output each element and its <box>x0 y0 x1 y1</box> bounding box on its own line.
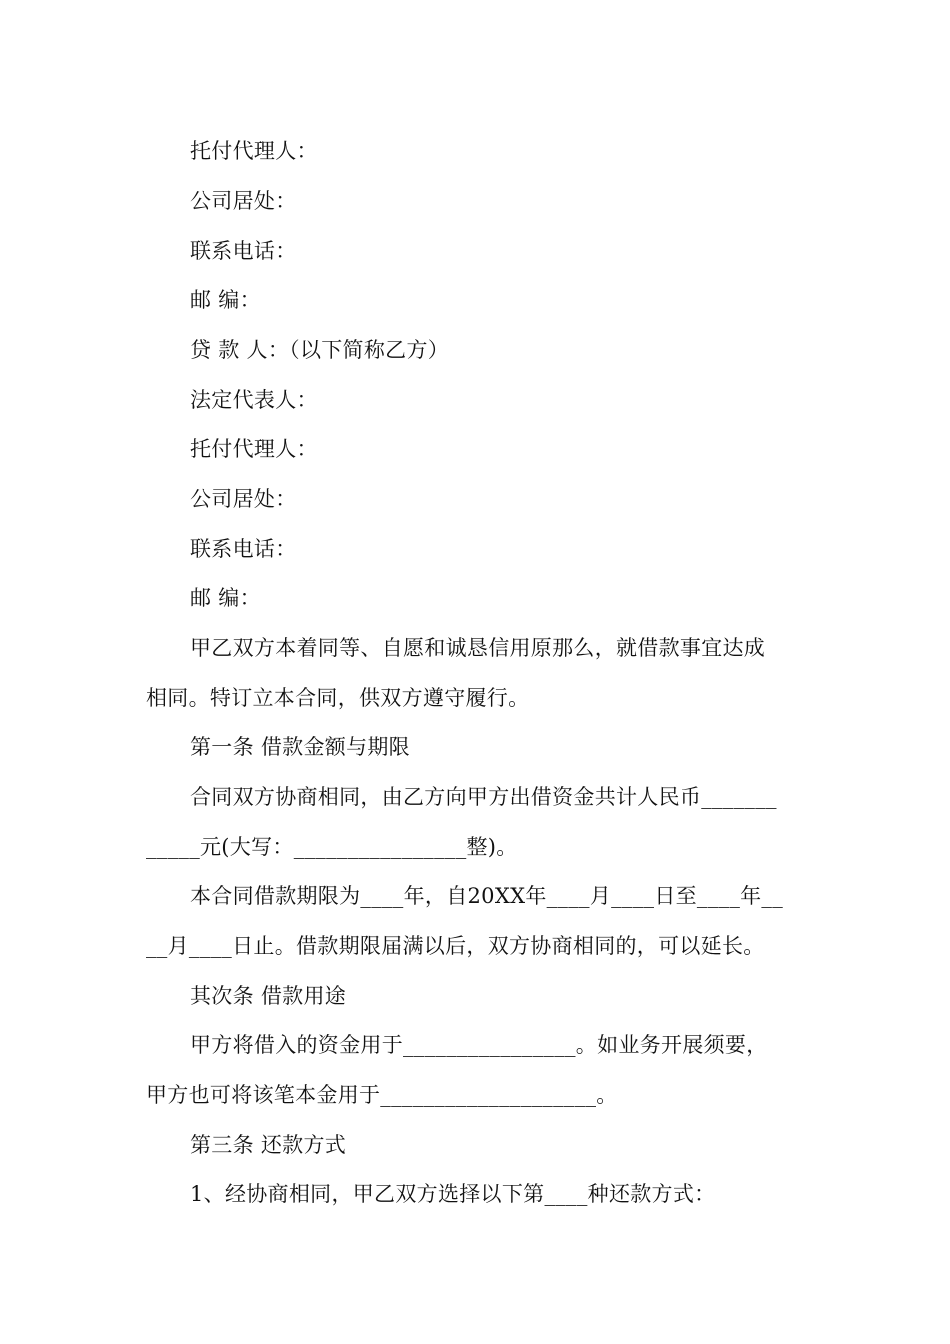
article-1-amount-line-2: _____元(大写：________________整)。 <box>146 835 518 859</box>
field-agent-b: 托付代理人： <box>190 437 318 461</box>
article-3-item-1: 1、经协商相同，甲乙双方选择以下第____种还款方式： <box>190 1182 716 1206</box>
field-address-b: 公司居处： <box>190 487 297 511</box>
field-address-a: 公司居处： <box>190 189 297 213</box>
article-1-heading: 第一条 借款金额与期限 <box>190 735 410 759</box>
field-postcode-b: 邮 编： <box>190 586 261 610</box>
article-2-purpose-line-2: 甲方也可将该笔本金用于____________________。 <box>146 1083 618 1107</box>
field-lender: 贷 款 人：（以下简称乙方） <box>190 338 450 362</box>
field-legal-rep-b: 法定代表人： <box>190 388 318 412</box>
field-phone-b: 联系电话： <box>190 537 297 561</box>
article-2-heading: 其次条 借款用途 <box>190 984 347 1008</box>
preamble-line-1: 甲乙双方本着同等、自愿和诚恳信用原那么，就借款事宜达成 <box>190 636 766 660</box>
article-1-amount-line-1: 合同双方协商相同，由乙方向甲方出借资金共计人民币_______ <box>190 785 777 809</box>
preamble-line-2: 相同。特订立本合同，供双方遵守履行。 <box>146 686 530 710</box>
field-postcode-a: 邮 编： <box>190 288 261 312</box>
article-1-term-line-2: __月____日止。借款期限届满以后，双方协商相同的，可以延长。 <box>146 934 765 958</box>
field-phone-a: 联系电话： <box>190 239 297 263</box>
article-2-purpose-line-1: 甲方将借入的资金用于________________。如业务开展须要， <box>190 1033 768 1057</box>
article-3-heading: 第三条 还款方式 <box>190 1133 347 1157</box>
article-1-term-line-1: 本合同借款期限为____年，自20XX年____月____日至____年__ <box>190 884 784 908</box>
field-agent-a: 托付代理人： <box>190 139 318 163</box>
